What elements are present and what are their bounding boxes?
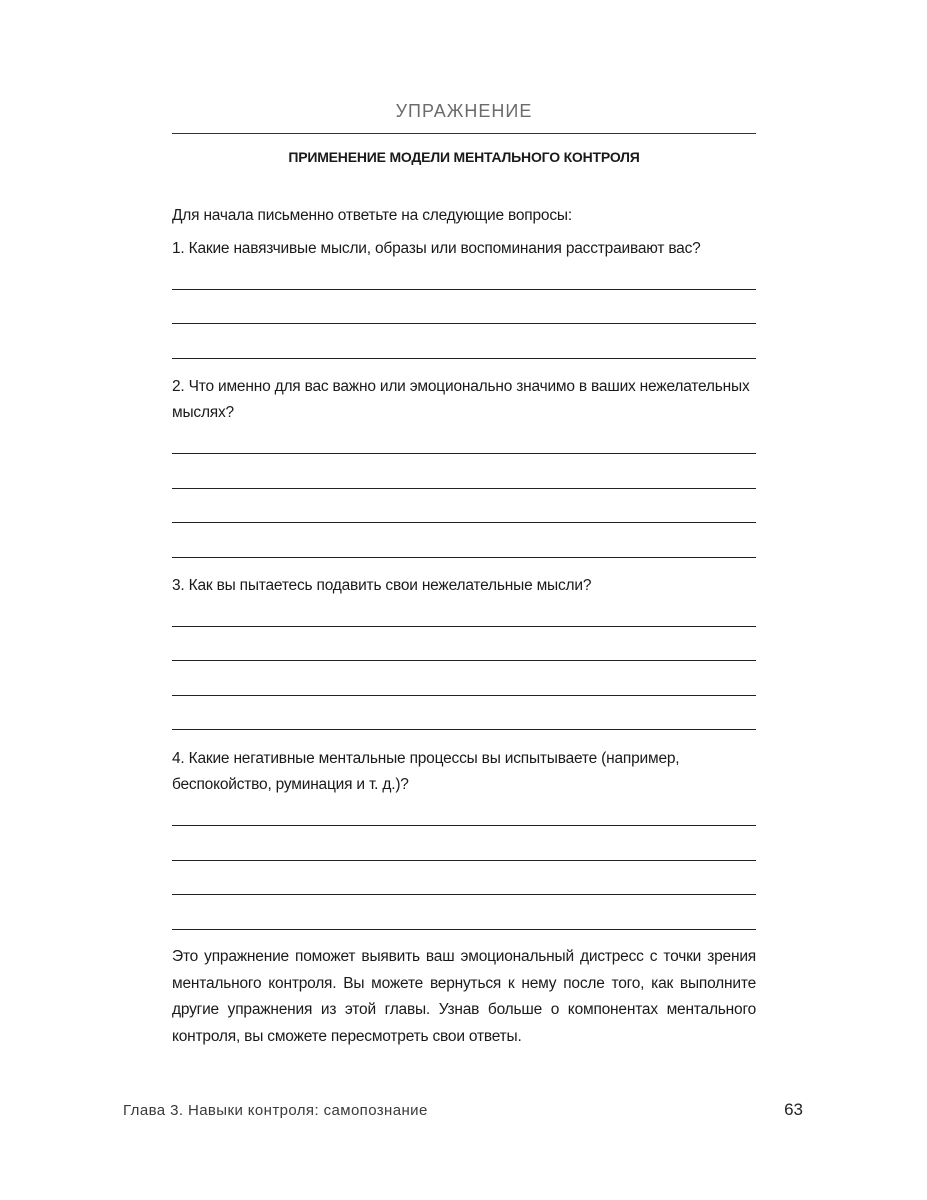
answer-line[interactable] bbox=[172, 729, 756, 730]
page-number: 63 bbox=[784, 1100, 803, 1119]
answer-line[interactable] bbox=[172, 929, 756, 930]
answer-line[interactable] bbox=[172, 860, 756, 861]
question-3: 3. Как вы пытаетесь подавить свои нежелательные мысли? bbox=[172, 577, 592, 594]
answer-line[interactable] bbox=[172, 894, 756, 895]
intro-text: Для начала письменно ответьте на следующие вопросы: bbox=[172, 207, 572, 224]
answer-line[interactable] bbox=[172, 522, 756, 523]
closing-paragraph: Это упражнение поможет выявить ваш эмоциональный дистресс с точки зрения ментального контроля. Вы можете вернуться к нему после того, как выполните другие упражнения из этой главы. Узнав больше о компонентах ментального контроля, вы сможете пересмотреть свои ответы. bbox=[172, 948, 756, 1045]
question-4: 4. Какие негативные ментальные процессы вы испытываете (например, беспокойство, руминация и т. д.)? bbox=[172, 750, 680, 793]
answer-line[interactable] bbox=[172, 453, 756, 454]
answer-line[interactable] bbox=[172, 825, 756, 826]
answer-line[interactable] bbox=[172, 695, 756, 696]
answer-line[interactable] bbox=[172, 323, 756, 324]
answer-line[interactable] bbox=[172, 626, 756, 627]
question-2: 2. Что именно для вас важно или эмоционально значимо в ваших нежелательных мыслях? bbox=[172, 378, 750, 421]
answer-line[interactable] bbox=[172, 488, 756, 489]
exercise-kicker: УПРАЖНЕНИЕ bbox=[395, 101, 533, 121]
answer-line[interactable] bbox=[172, 557, 756, 558]
answer-line[interactable] bbox=[172, 660, 756, 661]
exercise-title: ПРИМЕНЕНИЕ МОДЕЛИ МЕНТАЛЬНОГО КОНТРОЛЯ bbox=[288, 149, 640, 165]
running-footer-chapter: Глава 3. Навыки контроля: самопознание bbox=[123, 1102, 428, 1119]
header-divider bbox=[172, 133, 756, 134]
answer-line[interactable] bbox=[172, 358, 756, 359]
answer-line[interactable] bbox=[172, 289, 756, 290]
question-1: 1. Какие навязчивые мысли, образы или воспоминания расстраивают вас? bbox=[172, 240, 701, 257]
